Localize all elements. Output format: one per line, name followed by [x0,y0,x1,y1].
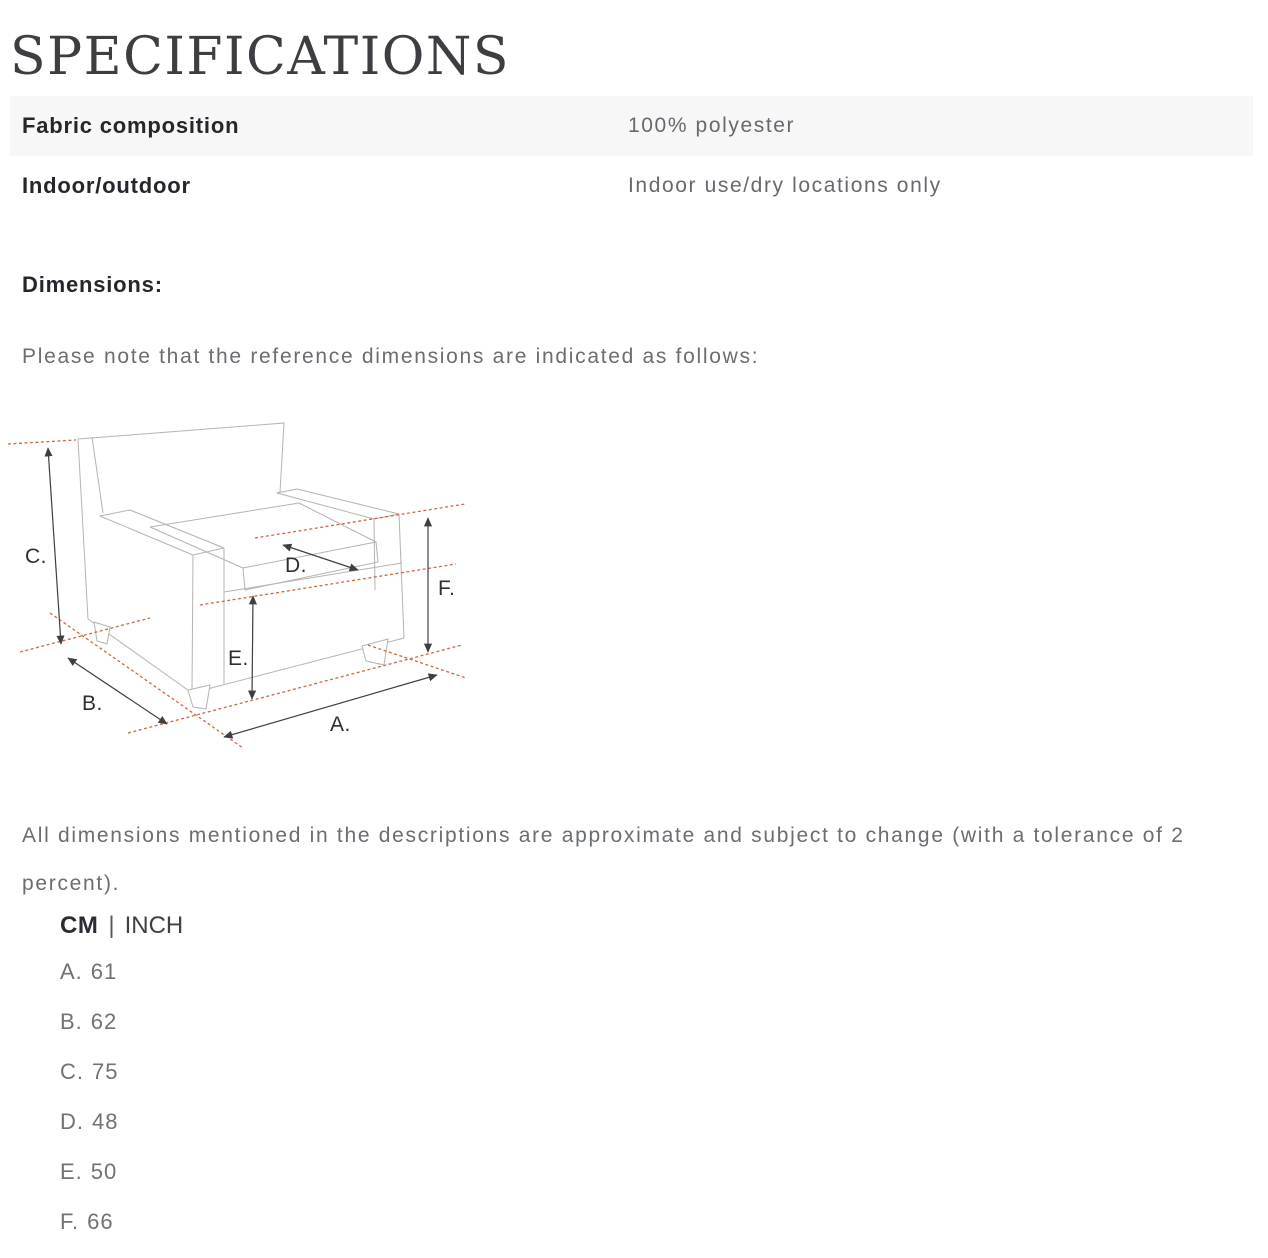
diagram-label-f: F. [438,577,456,600]
spec-label: Fabric composition [22,113,240,138]
diagram-label-e: E. [228,647,249,670]
dimension-letter: C. [60,1059,84,1084]
dimension-list-item-a [60,947,118,997]
dimension-cm-value: 61 [90,959,118,984]
spec-value: Indoor use/dry locations only [628,174,942,197]
dimension-list [60,947,118,1247]
diagram-label-c: C. [25,545,47,568]
dimension-cm-value: 75 [92,1059,119,1084]
dimension-list-item-e [60,1147,118,1197]
dimension-letter: B. [60,1009,83,1034]
diagram-label-b: B. [82,692,103,715]
spec-label: Indoor/outdoor [22,173,191,198]
dimension-list-item-f [60,1197,118,1247]
dimension-cm-value: 48 [92,1109,119,1134]
units-separator: | [108,912,115,939]
dimension-cm-value: 66 [87,1209,114,1234]
diagram-label-d: D. [285,554,307,577]
spec-row-indoor-outdoor [10,156,1253,216]
dimension-arrows [48,448,437,737]
armchair-dimensions-diagram [0,408,480,773]
dimension-cm-value: 62 [90,1009,118,1034]
dimension-letter: D. [60,1109,84,1134]
dimension-list-item-d [60,1097,118,1147]
units-cm-label: CM [60,912,99,939]
dimension-letter: F. [60,1209,80,1234]
dimension-list-item-b [60,997,118,1047]
units-inch-label: INCH [124,912,184,939]
dimension-letter: A. [60,959,83,984]
dimensions-heading: Dimensions: [22,272,163,297]
spec-table [10,96,1253,216]
tolerance-note: All dimensions mentioned in the descriptions are approximate and subject to change (with a tolerance of 2 percent). [22,824,1185,895]
dimension-letter: E. [60,1159,83,1184]
dimension-list-item-c [60,1047,118,1097]
diagram-label-a: A. [330,713,351,736]
units-header [60,912,183,940]
spec-row-fabric-composition [10,96,1253,156]
dimension-cm-value: 50 [90,1159,118,1184]
measurement-baselines [8,440,466,748]
page-title: SPECIFICATIONS [10,26,510,87]
dimensions-note: Please note that the reference dimensions are indicated as follows: [22,345,760,368]
spec-value: 100% polyester [628,114,796,137]
